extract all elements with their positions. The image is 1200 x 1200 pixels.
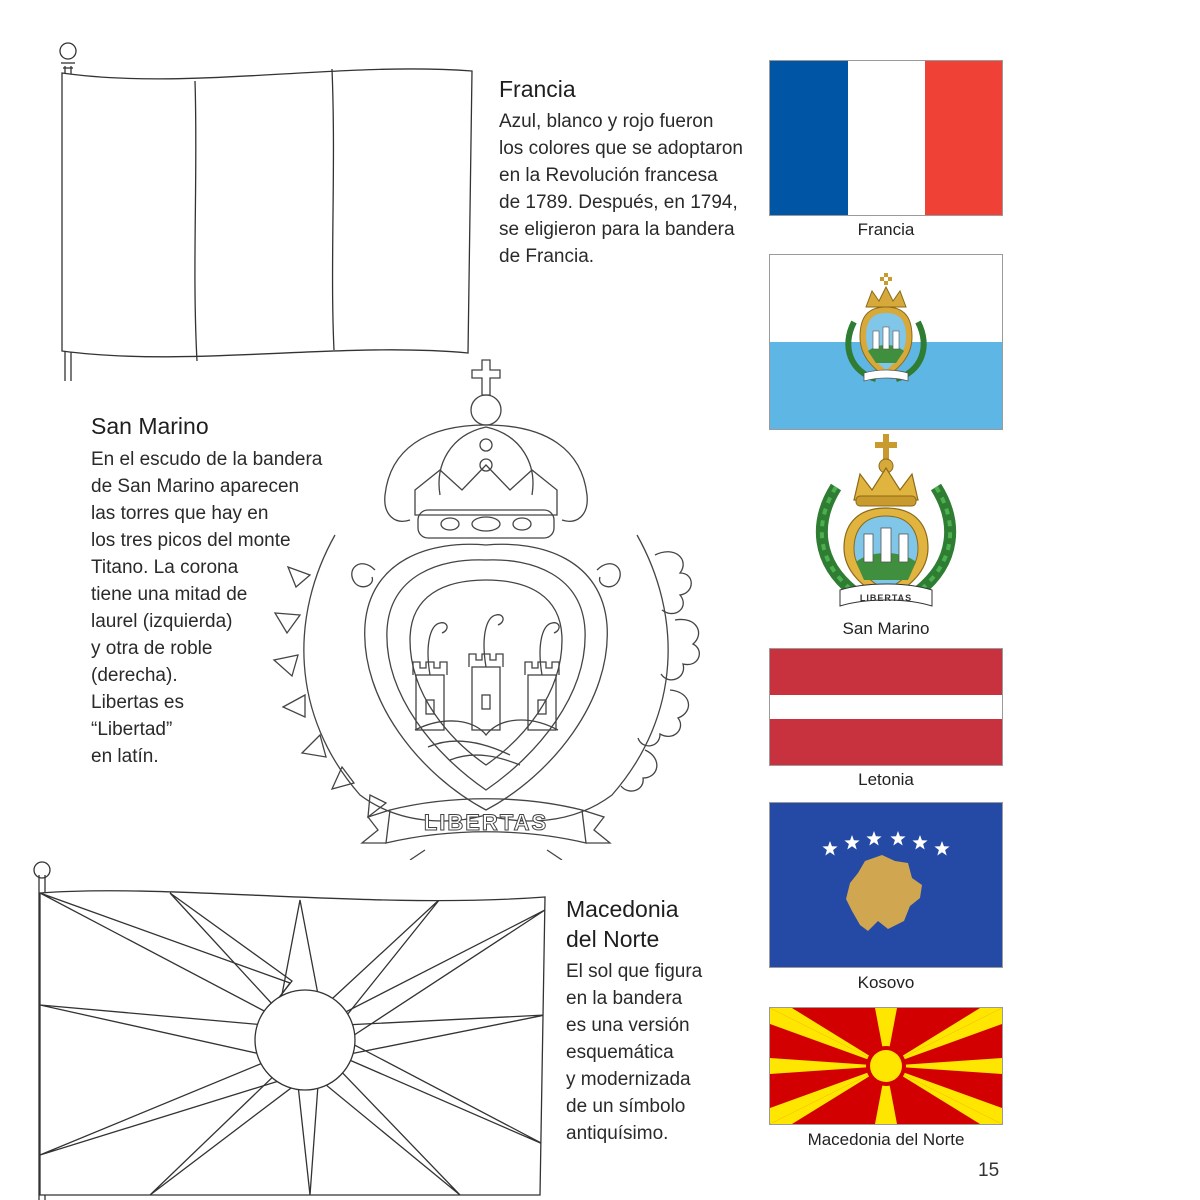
macedonia-outline-flag bbox=[20, 855, 560, 1200]
macedonia-title bbox=[566, 894, 679, 954]
text-line: de Francia. bbox=[499, 246, 595, 267]
text-line: de un símbolo bbox=[566, 1096, 686, 1117]
flag-francia bbox=[769, 60, 1003, 216]
flag-kosovo bbox=[769, 802, 1003, 968]
title-line: Macedonia bbox=[566, 896, 679, 922]
text-line: y otra de roble bbox=[91, 638, 213, 659]
text-line: los tres picos del monte bbox=[91, 530, 291, 551]
flag-macedonia-del-norte bbox=[769, 1007, 1003, 1125]
francia-outline-flag bbox=[40, 36, 500, 386]
flag-letonia bbox=[769, 648, 1003, 766]
flag-caption-macedonia: Macedonia del Norte bbox=[807, 1130, 965, 1149]
macedonia-description bbox=[566, 958, 756, 1147]
flag-caption-san-marino: San Marino bbox=[842, 619, 930, 638]
coat-of-arms-san-marino bbox=[804, 432, 968, 612]
francia-title: Francia bbox=[499, 76, 576, 102]
text-line: En el escudo de la bandera bbox=[91, 449, 323, 470]
flag-san-marino bbox=[769, 254, 1003, 430]
text-line: en la bandera bbox=[566, 988, 683, 1009]
page-number: 15 bbox=[978, 1160, 1000, 1181]
flag-caption-kosovo: Kosovo bbox=[857, 973, 915, 992]
text-line: los colores que se adoptaron bbox=[499, 138, 743, 159]
coat-of-arms-motto: LIBERTAS bbox=[423, 810, 549, 835]
coat-of-arms-motto-small: LIBERTAS bbox=[859, 593, 913, 603]
text-line: es una versión bbox=[566, 1015, 690, 1036]
text-line: las torres que hay en bbox=[91, 503, 269, 524]
san-marino-coat-of-arms-outline bbox=[250, 355, 730, 860]
text-line: esquemática bbox=[566, 1042, 674, 1063]
san-marino-title: San Marino bbox=[91, 413, 209, 439]
flag-caption-francia: Francia bbox=[857, 220, 915, 239]
text-line: El sol que figura bbox=[566, 961, 703, 982]
text-line: (derecha). bbox=[91, 665, 178, 686]
text-line: antiquísimo. bbox=[566, 1123, 669, 1144]
text-line: Titano. La corona bbox=[91, 557, 239, 578]
title-line: del Norte bbox=[566, 926, 660, 952]
text-line: laurel (izquierda) bbox=[91, 611, 233, 632]
text-line: Azul, blanco y rojo fueron bbox=[499, 111, 714, 132]
text-line: se eligieron para la bandera bbox=[499, 219, 735, 240]
text-line: de 1789. Después, en 1794, bbox=[499, 192, 738, 213]
text-line: de San Marino aparecen bbox=[91, 476, 300, 497]
flag-caption-letonia: Letonia bbox=[858, 770, 914, 789]
text-line: tiene una mitad de bbox=[91, 584, 248, 605]
text-line: Libertas es bbox=[91, 692, 184, 713]
text-line: en latín. bbox=[91, 746, 159, 767]
francia-description bbox=[499, 108, 759, 270]
text-line: en la Revolución francesa bbox=[499, 165, 718, 186]
text-line: “Libertad” bbox=[91, 719, 173, 740]
text-line: y modernizada bbox=[566, 1069, 691, 1090]
